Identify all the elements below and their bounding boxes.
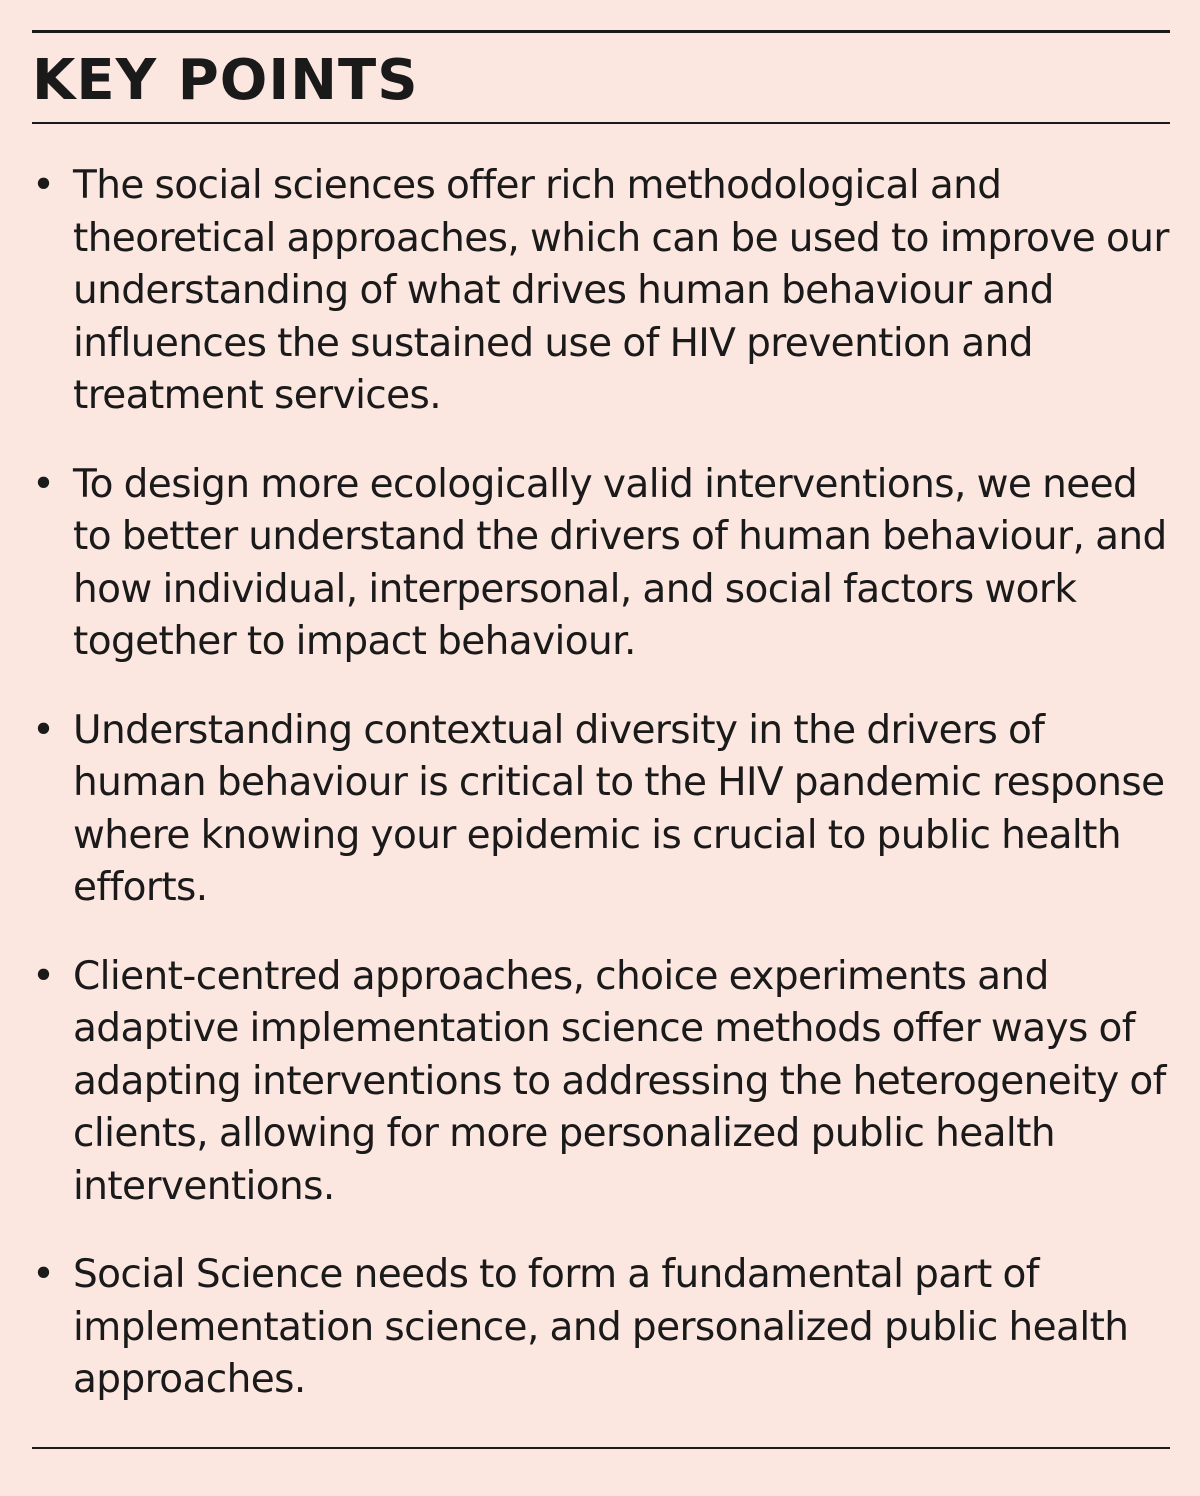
key-point-2 [32, 459, 1170, 669]
key-point-text: Client-centred approaches, choice experiments and adaptive implementation science methods offer ways of adapting interventions to addressing the heterogeneity of clients, allowing for more personalized public health interventions. [73, 953, 1166, 1209]
bullet-icon: • [32, 707, 55, 753]
top-rule [32, 30, 1170, 33]
bottom-rule [32, 1447, 1170, 1449]
key-point-text: Social Science needs to form a fundamental part of implementation science, and personalized public health approaches. [73, 1252, 1129, 1402]
key-point-5 [32, 1249, 1170, 1407]
bullet-icon: • [32, 163, 55, 208]
key-point-3 [32, 705, 1170, 915]
key-points-heading: KEY POINTS [32, 48, 419, 113]
key-point-4 [32, 951, 1170, 1214]
key-point-1 [32, 160, 1170, 423]
bullet-icon: • [32, 953, 55, 999]
bullet-icon: • [32, 461, 55, 507]
key-points-list [32, 160, 1170, 1443]
key-points-box [32, 30, 1170, 1450]
key-point-text: The social sciences offer rich methodological and theoretical approaches, which can be used to improve our understanding of what drives human behaviour and influences the sustained use of HIV prevention and treatment services. [73, 163, 1169, 418]
key-point-text: Understanding contextual diversity in the drivers of human behaviour is critical to the HIV pandemic response where knowing your epidemic is crucial to public health efforts. [73, 707, 1165, 910]
key-point-text: To design more ecologically valid interventions, we need to better understand the drivers of human behaviour, and how individual, interpersonal, and social factors work together to impact behaviour. [73, 461, 1167, 664]
bullet-icon: • [32, 1252, 55, 1297]
heading-rule [32, 122, 1170, 124]
